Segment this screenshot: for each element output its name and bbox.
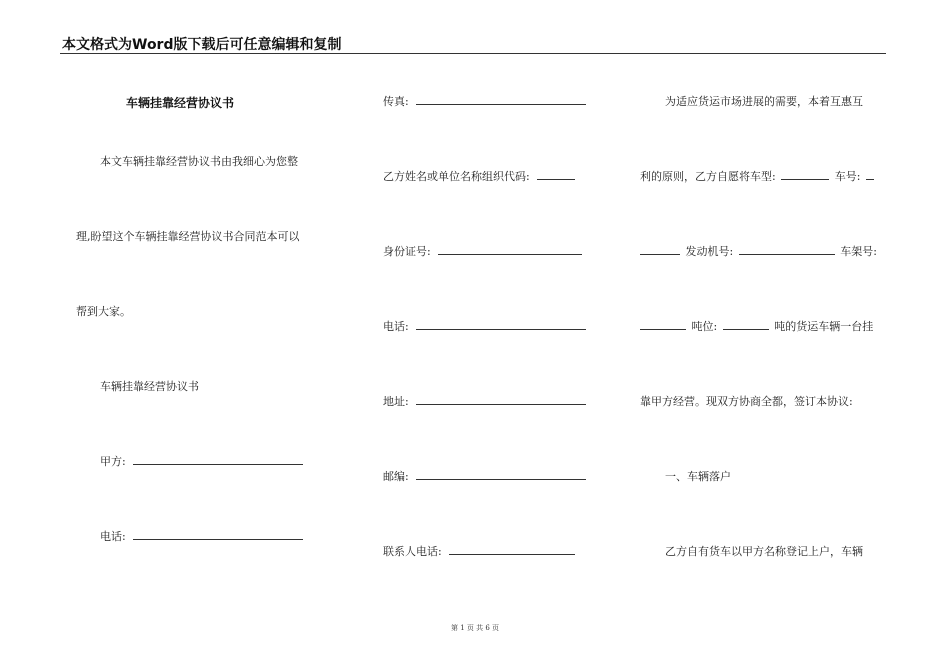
section-heading-1: 一、车辆落户 [665,470,731,483]
party-b-phone-blank [416,319,586,330]
chassis-number-label: 车架号: [840,245,877,258]
contact-phone-label: 联系人电话: [383,545,442,558]
header-rule [60,53,886,54]
contact-phone-line [383,543,575,559]
postcode-blank [416,469,586,480]
fax-label: 传真: [383,95,409,108]
intro-line-2: 理,盼望这个车辆挂靠经营协议书合同范本可以 [76,230,300,243]
page-footer: 第 1 页 共 6 页 [450,624,500,632]
address-blank [416,394,586,405]
vehicle-type-blank [781,169,829,180]
party-a-phone-label: 电话: [100,530,126,543]
party-a-phone-line [100,528,303,544]
party-a-label: 甲方: [100,455,126,468]
party-b-name-line [383,168,575,184]
body-line-1: 为适应货运市场进展的需要，本着互惠互 [665,95,863,108]
intro-line-3: 帮到大家。 [76,305,131,318]
id-number-line [383,243,582,259]
body-line-2 [640,168,874,184]
party-a-phone-blank [133,529,303,540]
body-line-5: 靠甲方经营。现双方协商全都，签订本协议: [640,395,853,408]
tonnage-suffix: 吨的货运车辆一台挂 [774,320,874,333]
body-line-3 [640,243,877,259]
party-b-name-blank [537,169,575,180]
agreement-subtitle: 车辆挂靠经营协议书 [100,380,199,393]
document-header: 本文格式为Word版下载后可任意编辑和复制 [62,37,342,53]
id-number-blank [438,244,582,255]
postcode-line [383,468,586,484]
intro-line-1: 本文车辆挂靠经营协议书由我细心为您整 [100,155,298,168]
id-number-label: 身份证号: [383,245,431,258]
plate-number-blank-cont [640,244,680,255]
tonnage-label: 吨位: [691,320,718,333]
engine-number-label: 发动机号: [685,245,734,258]
chassis-number-blank [640,319,686,330]
fax-line [383,93,586,109]
address-line [383,393,586,409]
party-a-line [100,453,303,469]
contact-phone-blank [449,544,575,555]
fax-blank [416,94,586,105]
body-line-4 [640,318,873,334]
body-line-6: 乙方自有货车以甲方名称登记上户，车辆 [665,545,863,558]
document-title: 车辆挂靠经营协议书 [126,96,235,110]
party-b-name-label: 乙方姓名或单位名称组织代码: [383,170,530,183]
tonnage-blank [723,319,769,330]
postcode-label: 邮编: [383,470,409,483]
plate-number-blank [866,169,874,180]
party-b-phone-label: 电话: [383,320,409,333]
party-a-blank [133,454,303,465]
engine-number-blank [739,244,835,255]
party-b-phone-line [383,318,586,334]
plate-number-label: 车号: [834,170,861,183]
address-label: 地址: [383,395,409,408]
vehicle-type-label: 利的原则，乙方自愿将车型: [640,170,776,183]
